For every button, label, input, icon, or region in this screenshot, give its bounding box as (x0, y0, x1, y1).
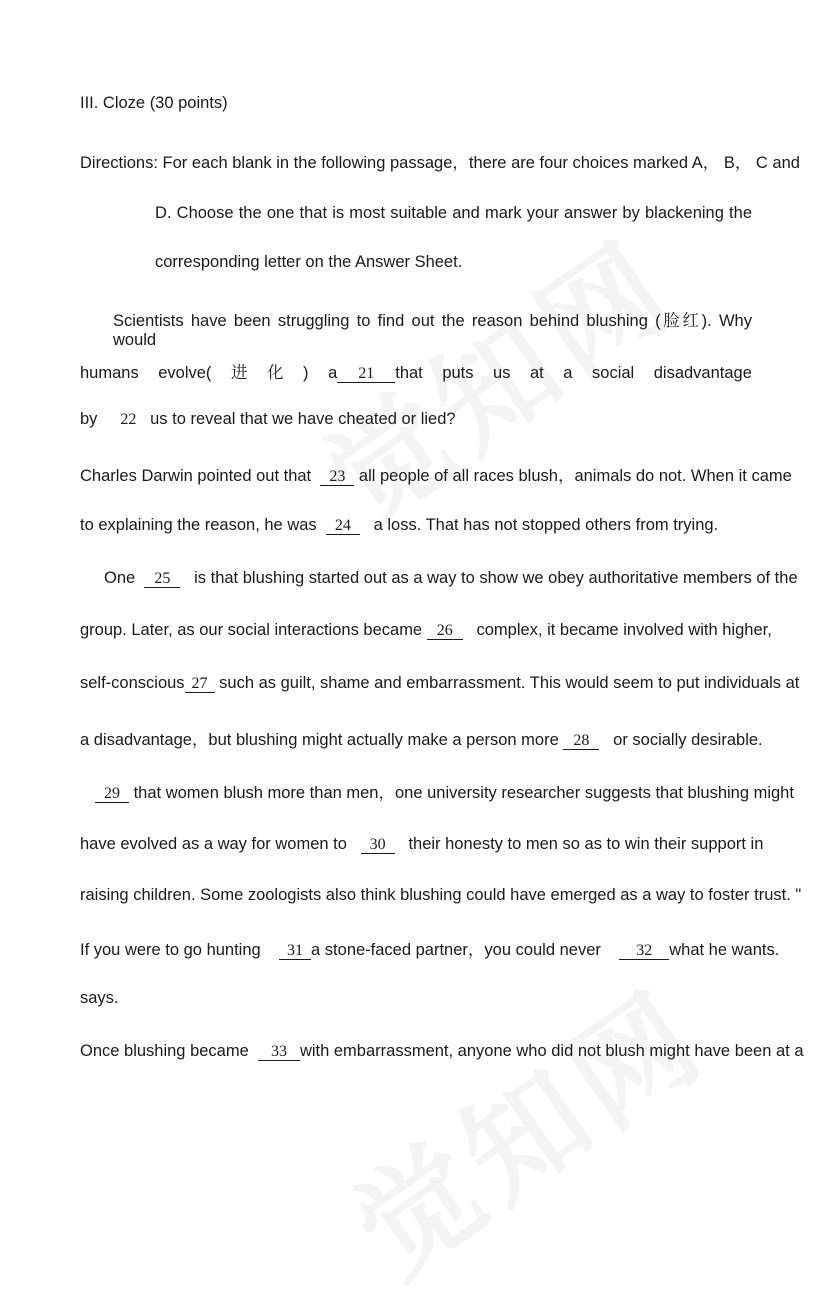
word: puts (442, 364, 474, 382)
blank-31[interactable]: 31 (279, 942, 311, 960)
blank-25[interactable]: 25 (144, 570, 180, 588)
text: Charles Darwin pointed out that (80, 467, 312, 485)
directions-line-3: corresponding letter on the Answer Sheet. (155, 253, 463, 271)
passage-p2-line-2 (80, 516, 752, 535)
passage-p4-line-2 (80, 835, 764, 854)
text: us to reveal that we have cheated or lied? (150, 410, 456, 428)
word: us (493, 364, 511, 382)
text: by (80, 410, 98, 428)
passage-p1-line-2 (80, 359, 752, 383)
blank-27[interactable]: 27 (185, 675, 215, 693)
text: their honesty to men so as to win their support in (408, 835, 764, 853)
passage-p2-line-1 (80, 462, 792, 486)
passage-p4-line-3: raising children. Some zoologists also think blushing could have emerged as a way to foster trust. " (80, 886, 802, 904)
blank-28[interactable]: 28 (563, 732, 599, 750)
text: what he wants. (669, 941, 780, 959)
passage-p3-line-2 (80, 621, 772, 640)
blank-24[interactable]: 24 (326, 517, 360, 535)
text: group. Later, as our social interactions became (80, 621, 423, 639)
word: evolve( (158, 364, 212, 382)
word: humans (80, 364, 139, 382)
passage-p4-line-1 (95, 779, 794, 803)
text: Once blushing became (80, 1042, 249, 1060)
word: 化 (267, 363, 284, 382)
passage-p5-line-1 (80, 1042, 804, 1061)
text: to explaining the reason, he was (80, 516, 317, 534)
passage-p3-line-1 (104, 569, 798, 588)
section-title: III. Cloze (30 points) (80, 94, 228, 112)
word: 进 (230, 363, 248, 382)
text: a stone-faced partner，you could never (311, 941, 601, 959)
word: disadvantage (653, 364, 752, 382)
text: a loss. That has not stopped others from trying. (373, 516, 719, 534)
blank-23[interactable]: 23 (320, 468, 354, 486)
blank-30[interactable]: 30 (361, 836, 395, 854)
text: is that blushing started out as a way to show we obey authoritative members of the (194, 569, 798, 587)
blank-26[interactable]: 26 (427, 622, 463, 640)
text: such as guilt, shame and embarrassment. This would seem to put individuals at (219, 674, 800, 692)
text: One (104, 569, 136, 587)
text: have evolved as a way for women to (80, 835, 347, 853)
word: social (592, 364, 635, 382)
text: with embarrassment, anyone who did not blush might have been at a (299, 1042, 804, 1060)
word: a (563, 364, 573, 382)
blank-32[interactable]: 32 (619, 942, 669, 960)
passage-p4-line-5: says. (80, 989, 119, 1007)
text: that women blush more than men，one university researcher suggests that blushing might (133, 784, 794, 802)
word: at (530, 364, 544, 382)
word: a (328, 364, 338, 382)
word-with-blank (328, 364, 423, 383)
text: complex, it became involved with higher, (476, 621, 772, 639)
text: self-conscious (80, 674, 185, 692)
text: a disadvantage，but blushing might actually make a person more (80, 731, 559, 749)
passage-p1-line-3 (80, 410, 752, 429)
directions-line-1: Directions: For each blank in the following passage，there are four choices marked A， B， C and (80, 154, 800, 172)
blank-22[interactable]: 22 (120, 411, 137, 428)
passage-p1-line-1: Scientists have been struggling to find out the reason behind blushing (脸红). Why would (113, 312, 752, 349)
blank-33[interactable]: 33 (258, 1043, 300, 1061)
directions-line-2: D. Choose the one that is most suitable and mark your answer by blackening the (155, 204, 752, 222)
passage-p3-line-4 (80, 726, 763, 750)
text: all people of all races blush，animals do not. When it came (358, 467, 792, 485)
text: If you were to go hunting (80, 941, 261, 959)
blank-21[interactable]: 21 (337, 365, 395, 383)
word: that (395, 364, 423, 382)
text: or socially desirable. (613, 731, 763, 749)
passage-p3-line-3 (80, 674, 800, 693)
blank-29[interactable]: 29 (95, 785, 129, 803)
word: ) (303, 364, 309, 382)
passage-p4-line-4 (80, 936, 780, 960)
